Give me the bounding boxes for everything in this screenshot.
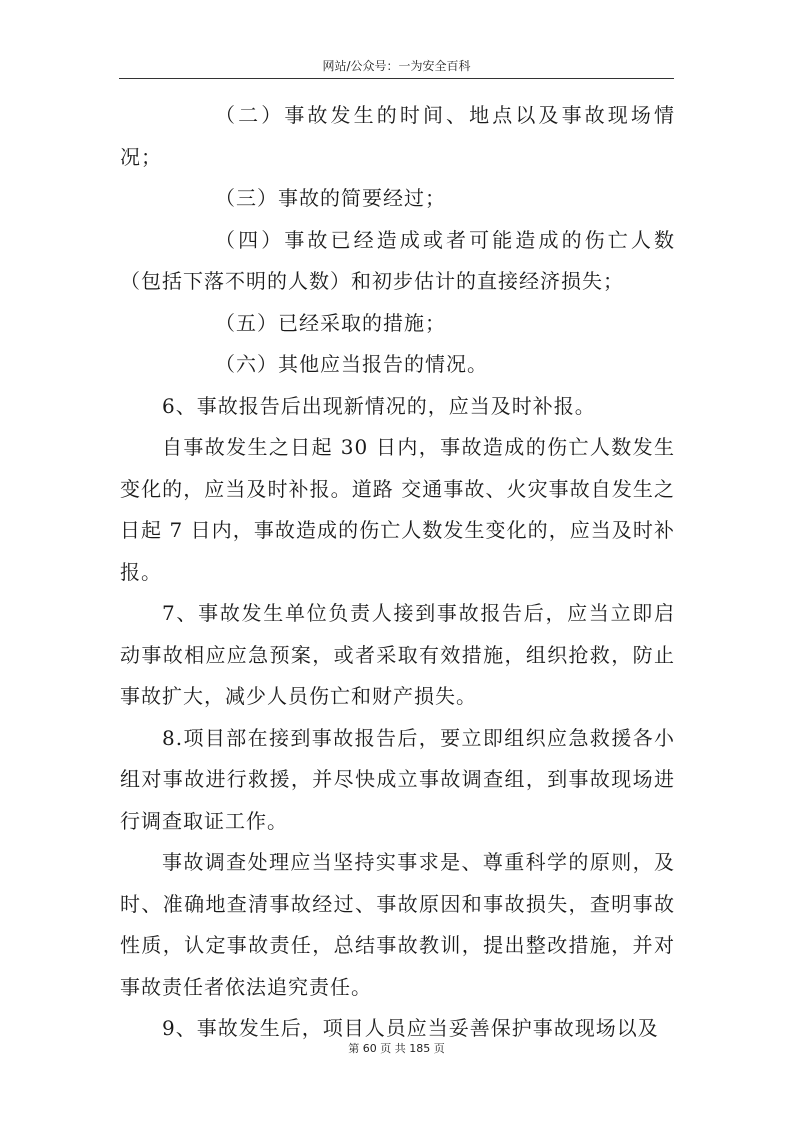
paragraph-6: 6、事故报告后出现新情况的，应当及时补报。 [162,393,596,418]
list-item-6: （六）其他应当报告的情况。 [215,352,488,376]
page-header: 网站/公众号：一为安全百科 [322,59,471,73]
document-body [120,95,675,1050]
paragraph-investigation: 事故调查处理应当坚持实事求是、尊重科学的原则，及时、准确地查清事故经过、事故原因和事故损失，查明事故性质，认定事故责任，总结事故教训，提出整改措施，并对事故责任者依法追究责任。 [120,850,675,999]
list-item-5: （五）已经采取的措施； [215,310,446,335]
paragraph-supplement: 自事故发生之日起 30 日内，事故造成的伤亡人数发生变化的，应当及时补报。道路 交通事故、火灾事故自发生之日起 7 日内，事故造成的伤亡人数发生变化的，应当及时补报。 [120,435,675,584]
paragraph-7: 7、事故发生单位负责人接到事故报告后，应当立即启动事故相应应急预案，或者采取有效措施，组织抢救，防止事故扩大，减少人员伤亡和财产损失。 [120,601,675,708]
paragraph-8: 8.项目部在接到事故报告后，要立即组织应急救援各小组对事故进行救援，并尽快成立事故调查组，到事故现场进行调查取证工作。 [120,725,675,833]
page-footer: 第 60 页 共 185 页 [348,1042,445,1055]
header-divider [119,78,674,79]
list-item-4: （四）事故已经造成或者可能造成的伤亡人数（包括下落不明的人数）和初步估计的直接经济损失； [120,227,675,293]
list-item-2: （二）事故发生的时间、地点以及事故现场情况； [120,103,675,169]
list-item-3: （三）事故的简要经过； [215,186,446,210]
paragraph-9: 9、事故发生后，项目人员应当妥善保护事故现场以及 [162,1016,659,1040]
